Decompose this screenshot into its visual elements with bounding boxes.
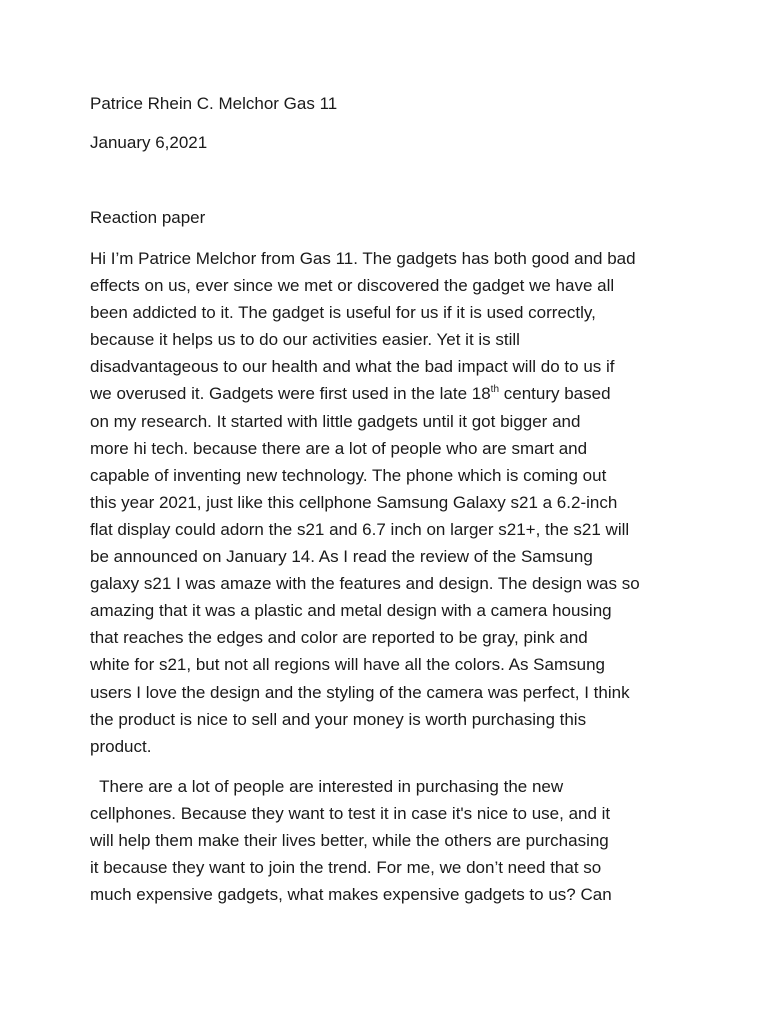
paragraph-line: because it helps us to do our activities easier. Yet it is still — [90, 330, 520, 350]
paragraph-line: more hi tech. because there are a lot of people who are smart and — [90, 438, 588, 458]
paragraph-line: be announced on January 14. As I read the review of the Samsung — [90, 547, 593, 567]
paragraph-line: capable of inventing new technology. The phone which is coming out — [90, 465, 607, 485]
paragraph-line: users I love the design and the styling of the camera was perfect, I think — [90, 682, 630, 702]
paragraph-line: much expensive gadgets, what makes expensive gadgets to us? Can — [90, 885, 612, 905]
paragraph-line: will help them make their lives better, while the others are purchasing — [90, 831, 609, 851]
paragraph-line: the product is nice to sell and your money is worth purchasing this — [90, 709, 587, 729]
paragraph-line: amazing that it was a plastic and metal design with a camera housing — [90, 601, 612, 621]
paragraph-line: There are a lot of people are interested in purchasing the new — [90, 777, 564, 796]
paragraph-line: this year 2021, just like this cellphone Samsung Galaxy s21 a 6.2-inch — [90, 492, 618, 512]
paragraph-1 — [90, 245, 700, 760]
paragraph-line: white for s21, but not all regions will have all the colors. As Samsung — [90, 655, 605, 675]
document-title: Reaction paper — [90, 208, 206, 227]
author-line: Patrice Rhein C. Melchor Gas 11 — [90, 94, 338, 113]
paragraph-line: been addicted to it. The gadget is useful for us if it is used correctly, — [90, 303, 596, 323]
paragraph-line: effects on us, ever since we met or discovered the gadget we have all — [90, 276, 615, 296]
paragraph-line: galaxy s21 I was amaze with the features and design. The design was so — [90, 574, 640, 594]
paragraph-line: Hi I’m Patrice Melchor from Gas 11. The gadgets has both good and bad — [90, 249, 636, 268]
paragraph-line: product. — [90, 736, 152, 756]
paragraph-2 — [90, 773, 700, 908]
paragraph-line: disadvantageous to our health and what the bad impact will do to us if — [90, 357, 615, 377]
paragraph-line: cellphones. Because they want to test it in case it's nice to use, and it — [90, 804, 611, 824]
superscript-th: th — [490, 384, 500, 396]
paragraph-line: flat display could adorn the s21 and 6.7 inch on larger s21+, the s21 will — [90, 519, 630, 539]
line-text-tail: century based — [499, 384, 611, 404]
date-line: January 6,2021 — [90, 133, 208, 152]
line-text: we overused it. Gadgets were first used in the late 18 — [90, 384, 491, 404]
paragraph-line-with-superscript — [90, 380, 700, 407]
paragraph-line: that reaches the edges and color are reported to be gray, pink and — [90, 628, 588, 648]
paragraph-line: it because they want to join the trend. For me, we don’t need that so — [90, 858, 602, 878]
paragraph-line: on my research. It started with little gadgets until it got bigger and — [90, 411, 581, 431]
